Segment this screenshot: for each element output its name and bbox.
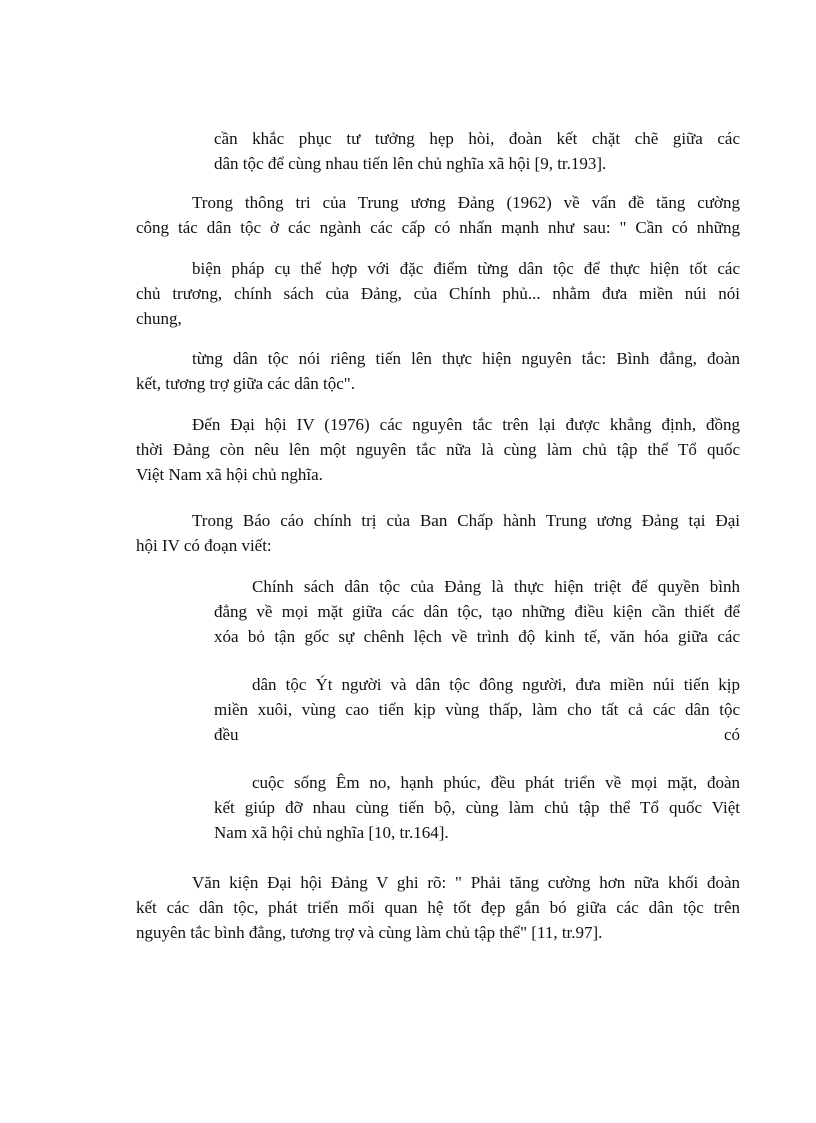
paragraph-principles <box>136 346 740 396</box>
paragraph-congress-v <box>136 870 740 945</box>
text-line: hội IV có đoạn viết: <box>136 536 272 555</box>
text-line: thời Đảng còn nêu lên một nguyên tắc nữa là cùng làm chủ tập thể Tổ quốc <box>136 440 740 459</box>
text-line: kết, tương trợ giữa các dân tộc". <box>136 374 355 393</box>
paragraph-party-circular <box>136 190 740 240</box>
text-line: kết các dân tộc, phát triển mối quan hệ tốt đẹp gắn bó giữa các dân tộc trên <box>136 898 740 917</box>
text-line: Văn kiện Đại hội Đảng V ghi rõ: " Phải tăng cường hơn nữa khối đoàn <box>192 873 740 892</box>
text-line: từng dân tộc nói riêng tiến lên thực hiện nguyên tắc: Bình đẳng, đoàn <box>192 349 740 368</box>
text-line: Nam xã hội chủ nghĩa [10, tr.164]. <box>214 823 449 842</box>
text-line: miền xuôi, vùng cao tiến kịp vùng thấp, làm cho tất cả các dân tộc <box>214 700 740 719</box>
text-line: nguyên tắc bình đẳng, tương trợ và cùng làm chủ tập thể" [11, tr.97]. <box>136 923 603 942</box>
paragraph-measures <box>136 256 740 331</box>
text-line: công tác dân tộc ở các ngành các cấp có nhấn mạnh như sau: " Cần có những <box>136 218 740 237</box>
paragraph-political-report <box>136 508 740 558</box>
text-line: kết giúp đỡ nhau cùng tiến bộ, cùng làm chủ tập thể Tổ quốc Việt <box>214 798 740 817</box>
block-quote-part-3 <box>214 770 740 845</box>
text-line: chủ trương, chính sách của Đảng, của Chính phủ... nhằm đưa miền núi nói <box>136 284 740 303</box>
text-line: Đến Đại hội IV (1976) các nguyên tắc trên lại được khẳng định, đồng <box>192 415 740 434</box>
text-line: dân tộc Ýt người và dân tộc đông người, đưa miền núi tiến kịp <box>252 675 740 694</box>
text-line: cần khắc phục tư tưởng hẹp hòi, đoàn kết chặt chẽ giữa các <box>214 129 740 148</box>
quote-continuation <box>214 126 740 176</box>
text-line: đẳng về mọi mặt giữa các dân tộc, tạo những điều kiện cần thiết để <box>214 602 740 621</box>
text-line: cuộc sống Êm no, hạnh phúc, đều phát triển về mọi mặt, đoàn <box>252 773 740 792</box>
text-line: Trong thông tri của Trung ương Đảng (1962) về vấn đề tăng cường <box>192 193 740 212</box>
text-line: Trong Báo cáo chính trị của Ban Chấp hành Trung ương Đảng tại Đại <box>192 511 740 530</box>
text-line: dân tộc để cùng nhau tiến lên chủ nghĩa xã hội [9, tr.193]. <box>214 154 607 173</box>
paragraph-congress-iv <box>136 412 740 487</box>
block-quote-part-2 <box>214 672 740 747</box>
text-line: đều có <box>214 725 740 744</box>
text-line: biện pháp cụ thể hợp với đặc điểm từng dân tộc để thực hiện tốt các <box>192 259 740 278</box>
text-line: Việt Nam xã hội chủ nghĩa. <box>136 465 323 484</box>
text-line: Chính sách dân tộc của Đảng là thực hiện triệt để quyền bình <box>252 577 740 596</box>
text-line: chung, <box>136 309 182 328</box>
text-line: xóa bỏ tận gốc sự chênh lệch về trình độ kinh tế, văn hóa giữa các <box>214 627 740 646</box>
block-quote-part-1 <box>214 574 740 649</box>
